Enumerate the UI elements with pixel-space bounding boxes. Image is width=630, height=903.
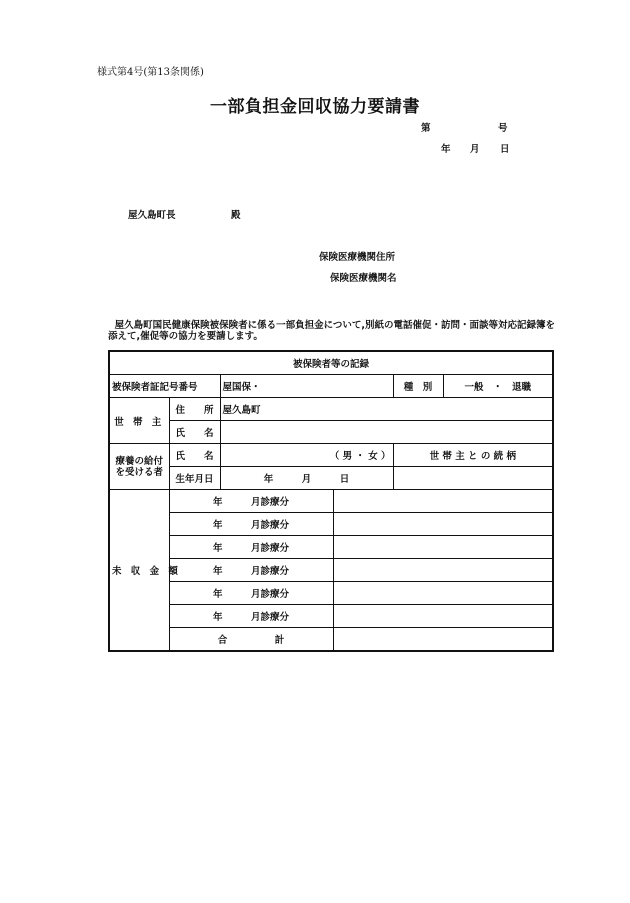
addressee-honorific: 殿	[231, 210, 241, 221]
householder-address-value[interactable]: 屋久島町	[220, 398, 553, 421]
request-body-text: 屋久島町国民健康保険被保険者に係る一部負担金について,別紙の電話催促・訪問・面談等対応記録簿を添えて,催促等の協力を要請します。	[108, 320, 556, 342]
householder-address-label: 住 所	[169, 398, 220, 421]
date-month: 月	[470, 144, 480, 155]
month-row-label: 年 月診療分	[169, 582, 333, 605]
date-day: 日	[500, 144, 510, 155]
householder-name-label: 氏 名	[169, 421, 220, 444]
month-row-label: 年 月診療分	[169, 559, 333, 582]
month-amount-field[interactable]	[333, 559, 553, 582]
date-year: 年	[441, 144, 451, 155]
insurance-number-value[interactable]: 屋国保・	[220, 375, 393, 398]
recipient-name-label: 氏 名	[169, 444, 220, 467]
month-amount-field[interactable]	[333, 513, 553, 536]
month-row-label: 年 月診療分	[169, 536, 333, 559]
document-title: 一部負担金回収協力要請書	[210, 97, 420, 117]
month-amount-field[interactable]	[333, 605, 553, 628]
type-label: 種 別	[393, 375, 443, 398]
month-row-label: 年 月診療分	[169, 605, 333, 628]
total-label: 合 計	[169, 628, 333, 652]
dob-value[interactable]: 年 月 日	[220, 467, 393, 490]
total-amount-field[interactable]	[333, 628, 553, 652]
insured-record-table	[108, 350, 554, 652]
relation-label: 世 帯 主 と の 続 柄	[393, 444, 553, 467]
sender-name-label: 保険医療機関名	[330, 273, 397, 284]
month-row-label: 年 月診療分	[169, 513, 333, 536]
month-amount-field[interactable]	[333, 582, 553, 605]
month-amount-field[interactable]	[333, 536, 553, 559]
form-number: 様式第4号(第13条関係)	[97, 67, 204, 78]
insurance-number-label: 被保険者証記号番号	[109, 375, 220, 398]
record-heading: 被保険者等の記録	[109, 351, 553, 375]
month-row-label: 年 月診療分	[169, 490, 333, 513]
recipient-label-line2: を受ける者	[115, 466, 163, 478]
recipient-sex-options[interactable]: （ 男 ・ 女 ）	[220, 444, 393, 467]
number-suffix: 号	[498, 123, 508, 134]
recipient-label-line1: 療養の給付	[115, 455, 163, 467]
addressee-name: 屋久島町長	[128, 210, 176, 221]
recipient-label	[109, 444, 169, 490]
month-amount-field[interactable]	[333, 490, 553, 513]
sender-address-label: 保険医療機関住所	[319, 252, 396, 263]
number-prefix: 第	[421, 123, 431, 134]
householder-label: 世 帯 主	[109, 398, 169, 444]
dob-label: 生年月日	[169, 467, 220, 490]
relation-field[interactable]	[393, 467, 553, 490]
householder-name-field[interactable]	[220, 421, 553, 444]
type-options[interactable]: 一般 ・ 退職	[443, 375, 553, 398]
unpaid-amount-label: 未 収 金 額	[109, 490, 169, 652]
